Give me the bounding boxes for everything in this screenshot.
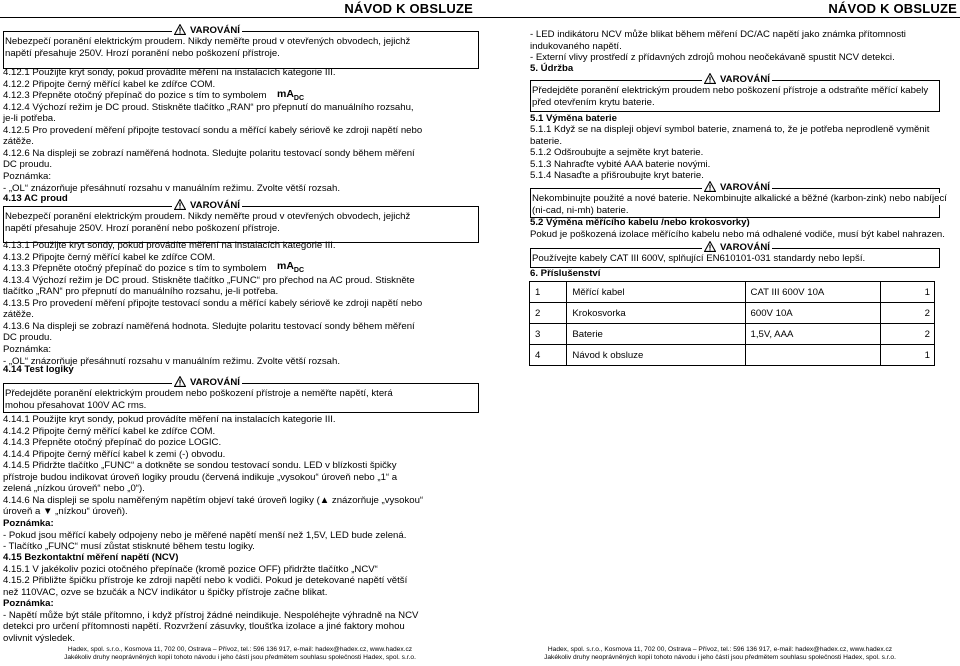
warning-text: před otevřením krytu baterie. (532, 96, 655, 108)
body-line: - Napětí může být stále přítomno, i když přístroj žádné neindikuje. Nespoléhejte výhradně na NCV (3, 609, 419, 621)
body-line: zátěže. (3, 309, 34, 321)
accessories-table (529, 281, 935, 366)
warning-text: napětí přesahuje 250V. Hrozí poranění nebo poškození přístroje. (5, 222, 280, 234)
symbol-main: mA (277, 88, 294, 100)
body-line: 4.12.2 Připojte černý měřící kabel ke zdířce COM. (3, 78, 216, 90)
body-line: 4.14.6 Na displeji se spolu naměřeným napětím objeví také úroveň logiky (▲ znázorňuje „vysokou“ (3, 494, 424, 506)
ma-dc-symbol (277, 88, 304, 102)
note-heading: Poznámka: (3, 518, 54, 529)
body-line: ovlivnit výsledek. (3, 632, 75, 644)
footer-copyright: Jakékoliv druhy neoprávněných kopií tohoto návodu i jeho částí jsou předmětem souhlasu společnosti Hadex, spol. s.r.o. (544, 654, 896, 661)
warning-text: Nekombinujte použité a nové baterie. Nekombinujte alkalické a běžné (karbon-zink) nebo nabíjecí (532, 193, 947, 204)
body-line: 4.14.1 Použijte kryt sondy, pokud provádíte měření na instalacích kategorie III. (3, 414, 336, 425)
body-line: tlačítko „RAN“ pro přepnutí do manuálního rozsahu, je-li potřeba. (3, 286, 279, 298)
body-line: 4.13.2 Připojte černý měřící kabel ke zdířce COM. (3, 251, 216, 263)
body-line: přístroje budou indikovat úroveň logiky proudu (červená indikuje „vysokou“ úroveň nebo „1“ a (3, 471, 398, 483)
heading-4-14: 4.14 Test logiky (3, 364, 74, 375)
table-cell: Měřící kabel (567, 282, 745, 303)
warning-label: VAROVÁNÍ (720, 74, 770, 85)
table-row (530, 282, 935, 303)
table-cell: 1,5V, AAA (745, 324, 880, 345)
page-header: NÁVOD K OBSLUZE (828, 1, 957, 16)
symbol-sub: DC (293, 95, 305, 103)
header-rule (0, 17, 480, 18)
body-line: 4.12.4 Výchozí režim je DC proud. Stiskněte tlačítko „RAN“ pro přepnutí do manuálního rozsahu, (3, 101, 414, 113)
table-cell: 1 (880, 345, 934, 366)
body-line: úroveň a ▼ „nízkou“ úroveň). (3, 506, 128, 518)
body-line: indukovaného napětí. (530, 40, 622, 52)
warning-label: VAROVÁNÍ (720, 182, 770, 193)
body-line: 4.14.2 Připojte černý měřící kabel ke zdířce COM. (3, 425, 216, 437)
warning-label: VAROVÁNÍ (190, 25, 240, 36)
heading-5-1: 5.1 Výměna baterie (530, 113, 617, 124)
footer-left (0, 646, 480, 662)
body-line: - Pokud jsou měřící kabely odpojeny nebo je měřené napětí menší než 1,5V, LED bude zelená. (3, 529, 407, 541)
table-cell: 4 (530, 345, 567, 366)
footer-right (480, 646, 960, 662)
body-line: 4.13.5 Pro provedení měření připojte testovací sondu a měřící kabely sériově ke zdroji napětí nebo (3, 297, 423, 309)
symbol-sub: DC (293, 267, 305, 275)
table-cell: 1 (530, 282, 567, 303)
warning-text: mohou přesahovat 100V AC rms. (5, 399, 147, 411)
warning-text: napětí přesahuje 250V. Hrozí poranění nebo poškození přístroje. (5, 47, 280, 59)
heading-5: 5. Údržba (530, 63, 574, 74)
table-cell: Krokosvorka (567, 303, 745, 324)
warning-text: Předejděte poranění elektrickým proudem nebo poškození přístroje a odstraňte měřící kabely (532, 85, 929, 96)
warning-text: Nebezpečí poranění elektrickým proudem. Nikdy neměřte proud v otevřených obvodech, jejichž (5, 36, 411, 47)
warning-label: VAROVÁNÍ (720, 242, 770, 253)
heading-4-13: 4.13 AC proud (3, 193, 68, 204)
body-line: 5.1.3 Nahraďte vybité AAA baterie novými. (530, 158, 711, 170)
body-line: než 110VAC, ozve se bzučák a NCV indikátor u špičky přístroje začne blikat. (3, 586, 328, 598)
body-line: 5.1.4 Nasaďte a přišroubujte kryt baterie. (530, 170, 704, 182)
body-line: 4.13.1 Použijte kryt sondy, pokud provádíte měření na instalacích kategorie III. (3, 240, 336, 251)
body-line: 5.1.2 Odšroubujte a sejměte kryt baterie. (530, 147, 704, 159)
table-cell: 3 (530, 324, 567, 345)
body-line: 4.13.6 Na displeji se zobrazí naměřená hodnota. Sledujte polaritu testovací sondy během měření (3, 320, 415, 332)
table-cell: 2 (880, 303, 934, 324)
warning-text: Používejte kabely CAT III 600V, splňující EN610101-031 standardy nebo lepší. (532, 253, 866, 264)
warning-text: Předejděte poranění elektrickým proudem nebo poškození přístroje a neměřte napětí, která (5, 388, 393, 399)
body-line: 4.13.3 Přepněte otočný přepínač do pozice s tím to symbolem (3, 263, 267, 275)
heading-6: 6. Příslušenství (530, 268, 601, 279)
note-heading: Poznámka: (3, 598, 54, 609)
warning-text: (ni-cad, ni-mh) baterie. (532, 204, 629, 216)
body-line: 4.12.6 Na displeji se zobrazí naměřená hodnota. Sledujte polaritu testovací sondy během měření (3, 147, 415, 159)
body-line: 4.12.1 Použijte kryt sondy, pokud provádíte měření na instalacích kategorie III. (3, 67, 336, 78)
body-line: 5.1.1 Když se na displeji objeví symbol baterie, znamená to, že je potřeba neprodleně vyměnit (530, 124, 930, 135)
body-line: zátěže. (3, 136, 34, 148)
table-row (530, 345, 935, 366)
body-line: zelená „nízkou úroveň“ nebo „0“). (3, 483, 145, 495)
body-line: 4.13.4 Výchozí režim je DC proud. Stiskněte tlačítko „FUNC“ pro přechod na AC proud. Stiskněte (3, 274, 415, 286)
header-rule (480, 17, 960, 18)
body-line: Pokud je poškozená izolace měřícího kabelu nebo má odhalené vodiče, musí být kabel nahrazen. (530, 228, 945, 240)
body-line: detekci pro určení přítomnosti napětí. Rozvržení zásuvky, tloušťka izolace a jiné faktory mohou (3, 621, 405, 632)
table-cell: Návod k obsluze (567, 345, 745, 366)
body-line: 4.14.5 Přidržte tlačítko „FUNC“ a dotkněte se sondou testovací sondu. LED v blízkosti špičky (3, 460, 397, 472)
footer-copyright: Jakékoliv druhy neoprávněných kopií tohoto návodu i jeho částí jsou předmětem souhlasu společnosti Hadex, spol. s.r.o. (64, 654, 416, 661)
heading-5-2: 5.2 Výměna měřícího kabelu /nebo krokosvorky) (530, 217, 750, 228)
body-line: - Externí vlivy prostředí z přídavných zdrojů mohou neočekávaně spustit NCV detekci. (530, 52, 895, 64)
body-line: baterie. (530, 135, 562, 147)
table-cell: 2 (880, 324, 934, 345)
body-line: - „OL“ znázorňuje přesáhnutí rozsahu v manuálním režimu. Zvolte větší rozsah. (3, 182, 340, 194)
body-line: - LED indikátoru NCV může blikat během měření DC/AC napětí jako známka přítomnosti (530, 29, 906, 40)
table-cell: Baterie (567, 324, 745, 345)
table-row (530, 324, 935, 345)
table-cell: 2 (530, 303, 567, 324)
body-line: DC proudu. (3, 159, 53, 171)
page-header: NÁVOD K OBSLUZE (344, 1, 473, 16)
footer-contact: Hadex, spol. s.r.o., Kosmova 11, 702 00, Ostrava – Přívoz, tel.: 596 136 917, e-mail: hadex@hadex.cz, www.hadex.cz (547, 646, 893, 653)
table-cell: 600V 10A (745, 303, 880, 324)
body-line: - Tlačítko „FUNC“ musí zůstat stisknuté během testu logiky. (3, 541, 255, 552)
body-line: je-li potřeba. (3, 113, 56, 125)
body-line: 4.14.3 Přepněte otočný přepínač do pozice LOGIC. (3, 437, 222, 449)
heading-4-15: 4.15 Bezkontaktní měření napětí (NCV) (3, 552, 179, 563)
body-line: 4.12.5 Pro provedení měření připojte testovací sondu a měřící kabely sériově ke zdroji napětí nebo (3, 124, 423, 136)
body-line: 4.15.2 Přibližte špičku přístroje ke zdroji napětí nebo k vodiči. Pokud je detekované napětí větší (3, 575, 408, 586)
ma-dc-symbol (277, 260, 304, 274)
body-line: 4.12.3 Přepněte otočný přepínač do pozice s tím to symbolem (3, 90, 267, 102)
table-row (530, 303, 935, 324)
body-line: DC proudu. (3, 332, 53, 344)
table-cell (745, 345, 880, 366)
warning-label: VAROVÁNÍ (190, 377, 240, 388)
symbol-main: mA (277, 260, 294, 272)
table-cell: CAT III 600V 10A (745, 282, 880, 303)
body-line: Poznámka: (3, 170, 51, 182)
body-line: 4.14.4 Připojte černý měřící kabel k zemi (-) obvodu. (3, 448, 226, 460)
body-line: - „OL“ znázorňuje přesáhnutí rozsahu v manuálním režimu. Zvolte větší rozsah. (3, 355, 340, 367)
body-line: 4.15.1 V jakékoliv pozici otočného přepínače (kromě pozice OFF) přidržte tlačítko „NCV“ (3, 563, 378, 575)
warning-label: VAROVÁNÍ (190, 200, 240, 211)
footer-contact: Hadex, spol. s.r.o., Kosmova 11, 702 00, Ostrava – Přívoz, tel.: 596 136 917, e-mail: hadex@hadex.cz, www.hadex.cz (67, 646, 413, 653)
table-cell: 1 (880, 282, 934, 303)
warning-text: Nebezpečí poranění elektrickým proudem. Nikdy neměřte proud v otevřených obvodech, jejichž (5, 211, 411, 222)
body-line: Poznámka: (3, 343, 51, 355)
